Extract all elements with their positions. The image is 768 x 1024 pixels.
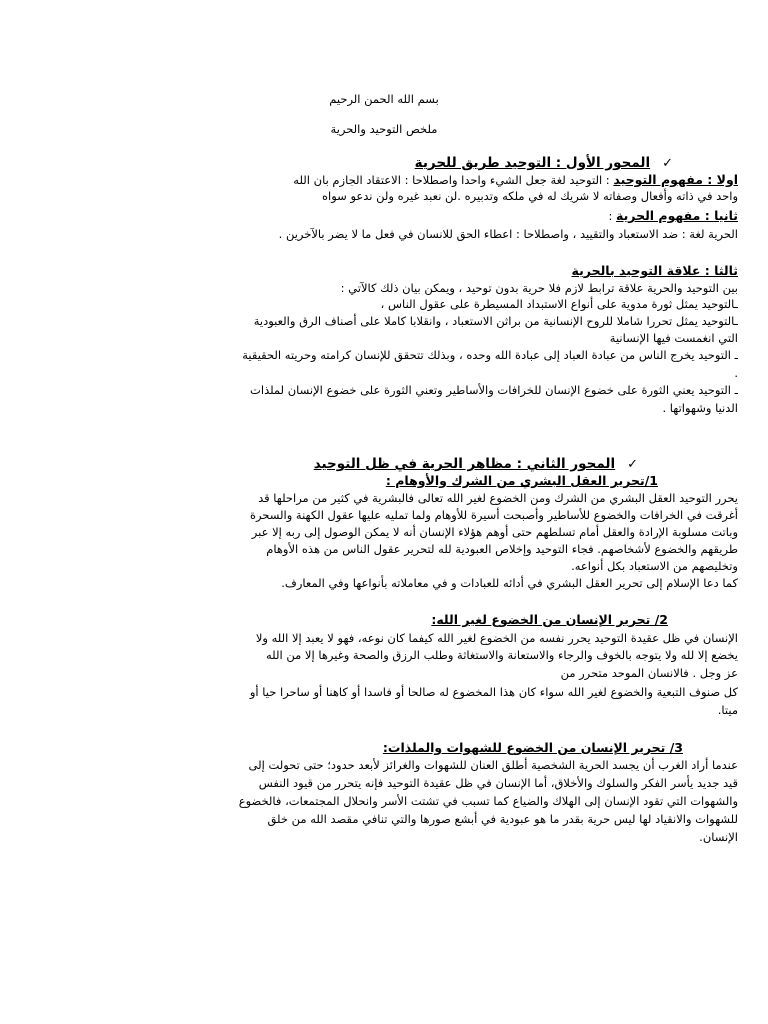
submission-line: ميتا. (717, 703, 738, 717)
relation-line: بين التوحيد والحرية علاقة ترابط لازم فلا حرية بدون توحيد ، ويمكن بيان ذلك كالآتي : (340, 281, 738, 295)
relation-line: ـ التوحيد يخرج الناس من عبادة العباد إلى عبادة الله وحده ، وبذلك تتحقق للإنسان كرامته وحريته الحقيقية (242, 348, 738, 362)
axis1-heading-row (30, 154, 673, 172)
submission-line: يخضع إلا لله ولا يتوجه بالخوف والرجاء والاستعانة والاستغاثة وطلب الرزق والصحة وغيرها إلا من الله (266, 648, 738, 662)
concept-freedom-label: ثانيا : مفهوم الحرية (616, 208, 738, 223)
mind-line: أغرقت في الخرافات والخضوع للأساطير وأصبحت أسيرة للأوهام ولما تمليه عليها عقول الكهنة والسحرة (249, 508, 738, 522)
mind-line: كما دعا الإسلام إلى تحرير العقل البشري في أدائه للعبادات و في معاملاته بأنواعها وفي المعارف. (281, 576, 738, 590)
concept-tawhid-label: اولا : مفهوم التوحيد (613, 172, 738, 187)
concept-tawhid-text-2: واحد في ذاته وأفعال وصفاته لا شريك له في ملكه وتدبيره .لن نعبد غيره ولن ندعو سواه (322, 189, 738, 203)
checkmark-icon: ✓ (662, 156, 673, 171)
relation-line: ـالتوحيد يمثل تحررا شاملا للروح الإنسانية من براثن الاستعباد ، وانقلابا كاملا على أصناف الرق والعبودية (253, 314, 738, 328)
desires-heading (30, 740, 683, 756)
basmala: بسم الله الحمن الرحيم (329, 92, 439, 106)
axis1-s2-row (30, 208, 738, 224)
axis2-heading: المحور الثاني : مظاهر الحرية في ظل التوحيد (313, 456, 616, 472)
submission-line: الإنسان في ظل عقيدة التوحيد يحرر نفسه من الخضوع لغير الله كيفما كان نوعه، فهو لا يعبد إلا الله ولا (255, 631, 738, 645)
mind-line: وباتت مسلوبة الإرادة والعقل أمام تسلطهم حتى أوهم هؤلاء الإنسان أنه لا يمكن الوصول إلى ربه إلا عبر (251, 525, 738, 539)
desires-line: الإنسان. (699, 830, 738, 844)
submission-line: كل صنوف التبعية والخضوع لغير الله سواء كان هذا المخضوع له صالحا أو فاسدا أو كاهنا أو ساحرا حيا أو (249, 685, 738, 699)
checkmark-icon: ✓ (627, 457, 638, 472)
submission-label: 2/ تحرير الإنسان من الخضوع لغير الله: (431, 612, 668, 627)
relation-line: التي انغمست فيها الإنسانية (609, 331, 738, 345)
relation-line: الدنيا وشهواتها . (662, 401, 738, 415)
desires-line: عندما أراد الغرب أن يجسد الحرية الشخصية أطلق العنان للشهوات والغرائز لأبعد حدود؛ حتى تحولت إلى (248, 758, 738, 772)
relation-line: ـ التوحيد يعني الثورة على خضوع الإنسان للخرافات والأساطير وتعني الثورة على خضوع الإنسان لملذات (250, 383, 738, 397)
desires-line: والشهوات التي تقود الإنسان إلى الهلاك والضياع كما تسبب في تشتت الأسر وانحلال المجتمعات، فالخضوع (238, 794, 738, 808)
relation-line: . (734, 366, 738, 380)
relation-label: ثالثا : علاقة التوحيد بالحرية (571, 263, 738, 278)
mind-liberation-heading (30, 473, 658, 489)
document-title: ملخص التوحيد والحرية (330, 122, 438, 136)
mind-line: يحرر التوحيد العقل البشري من الشرك ومن الخضوع لغير الله تعالى فالبشرية في كثير من مراحلها قد (258, 491, 738, 505)
mind-liberation-label: 1/تحرير العقل البشري من الشرك والأوهام : (385, 473, 658, 488)
desires-line: للشهوات والانقياد لها ليس حرية بقدر ما هو عبودية في أبشع صورها والتي تنافي مقصد الله من خلق (267, 812, 738, 826)
concept-freedom-text: الحرية لغة : ضد الاستعباد والتقييد ، واصطلاحا : اعطاء الحق للانسان في فعل ما لا يضر بالآخرين . (278, 227, 738, 241)
concept-freedom-colon: : (608, 209, 617, 223)
submission-line: عز وجل . فالانسان الموحد متحرر من (560, 666, 738, 680)
desires-line: قيد جديد يأسر الفكر والسلوك والأخلاق، أما الإنسان في ظل عقيدة التوحيد فإنه يتحرر من قيود النفس (258, 776, 738, 790)
axis1-heading: المحور الأول : التوحيد طريق للحرية (414, 155, 651, 171)
submission-heading (30, 612, 668, 628)
mind-line: وتخليصهم من الاستعباد بكل أنواعه. (571, 559, 738, 573)
concept-tawhid-text: : التوحيد لغة جعل الشيء واحدا واصطلاحا : الاعتقاد الجازم بان الله (293, 173, 614, 187)
relation-line: ـالتوحيد يمثل ثورة مدوية على أنواع الاستبداد المسيطرة على عقول الناس ، (380, 297, 738, 311)
desires-label: 3/ تحرير الإنسان من الخضوع للشهوات والملذات: (382, 740, 683, 755)
axis2-heading-row (30, 455, 638, 473)
axis1-s1-row (30, 172, 738, 188)
mind-line: طريقهم والخضوع لأشخاصهم. فجاء التوحيد وإخلاص العبودية لله لتحرير عقول الناس من هذه الأوهام (266, 542, 738, 556)
relation-heading-row (30, 263, 738, 279)
